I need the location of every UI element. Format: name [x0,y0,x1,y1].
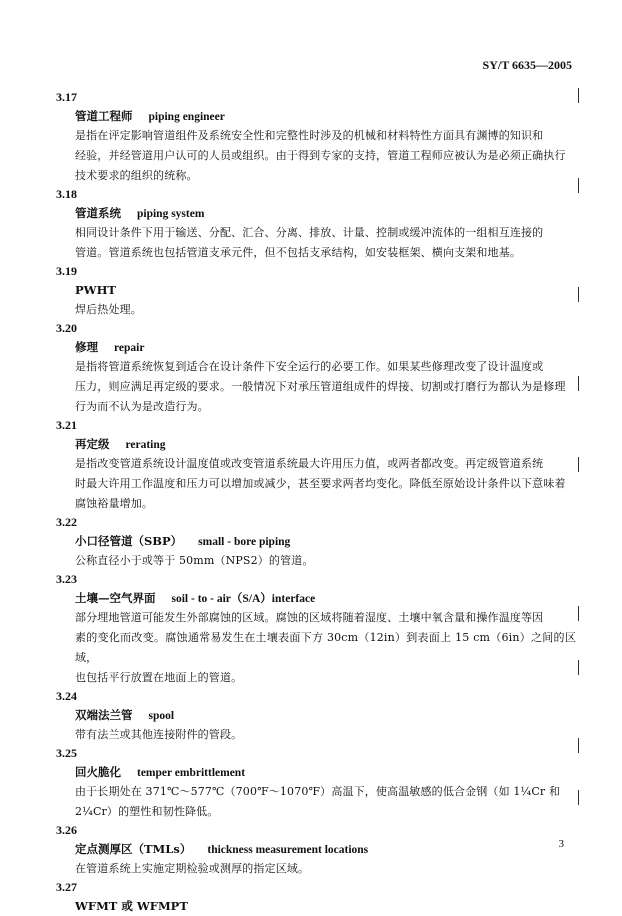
clause-number: 3.27 [56,880,77,894]
clause-number: 3.23 [56,572,77,586]
definition-line: 由于长期处在 371℃～577℃（700℉～1070℉）高温下，使高温敏感的低合金钢（如 1¼Cr 和 [75,785,561,798]
definition-entry-3-18 [56,186,576,263]
definition-text [75,126,576,186]
term-english: rerating [125,439,166,451]
clause-number: 3.25 [56,746,77,760]
term-chinese: 管道系统 [75,206,121,220]
definition-line: 也包括平行放置在地面上的管道。 [75,671,243,684]
definition-line: 行为而不认为是改造行为。 [75,400,209,413]
term-english: repair [114,342,145,354]
term-chinese: 再定级 [75,437,110,451]
definition-entry-3-20 [56,320,576,417]
definition-line: 是指将管道系统恢复到适合在设计条件下安全运行的必要工作。如果某些修理改变了设计温度或 [75,360,544,373]
definition-text [75,608,576,688]
clause-number: 3.20 [56,321,77,335]
term-chinese: 土壤—空气界面 [75,591,156,605]
margin-change-bar [578,738,579,753]
definition-text [75,859,576,879]
definition-line: 经验，并经管道用户认可的人员或组织。由于得到专家的支持，管道工程师应被认为是必须正确执行 [75,149,566,162]
term-english: thickness measurement locations [207,844,369,856]
term-heading [75,280,576,300]
term-chinese: WFMT 或 WFMPT [75,899,188,913]
term-chinese: 定点测厚区（TMLs） [75,842,192,856]
definition-line: 技术要求的组织的统称。 [75,169,198,182]
term-chinese: 修理 [75,340,98,354]
definitions-list [56,89,576,916]
term-english: piping system [137,208,205,220]
term-heading [75,203,576,223]
clause-number: 3.17 [56,90,77,104]
margin-change-bar [578,790,579,805]
definition-line: 焊后热处理。 [75,303,142,316]
term-heading [75,337,576,357]
definition-line: 时最大许用工作温度和压力可以增加或减少，甚至要求两者均变化。降低至原始设计条件以下意味着 [75,477,566,490]
term-chinese: 回火脆化 [75,765,121,779]
definition-entry-3-26 [56,822,576,879]
term-heading [75,588,576,608]
term-heading [75,839,576,859]
margin-change-bar [578,287,579,302]
definition-entry-3-19 [56,263,576,320]
term-english: spool [148,710,175,722]
term-heading [75,531,576,551]
definition-entry-3-25 [56,745,576,822]
definition-text [75,551,576,571]
page-number: 3 [558,838,564,850]
definition-entry-3-23 [56,571,576,688]
clause-number: 3.19 [56,264,77,278]
definition-line: 管道。管道系统也包括管道支承元件，但不包括支承结构，如安装框架、横向支架和地基。 [75,246,521,259]
margin-change-bar [578,376,579,391]
definition-line: 带有法兰或其他连接附件的管段。 [75,728,243,741]
definition-line: 在管道系统上实施定期检验或测厚的指定区域。 [75,862,310,875]
definition-line: 2¼Cr）的塑性和韧性降低。 [75,805,219,818]
definition-entry-3-27 [56,879,576,916]
margin-change-bar [578,660,579,675]
term-heading [75,762,576,782]
definition-line: 腐蚀裕量增加。 [75,497,154,510]
definition-text [75,454,576,514]
definition-entry-3-22 [56,514,576,571]
definition-line: 是指改变管道系统设计温度值或改变管道系统最大许用压力值，或两者都改变。再定级管道系统 [75,457,544,470]
margin-change-bar [578,178,579,193]
clause-number: 3.18 [56,187,77,201]
definition-entry-3-21 [56,417,576,514]
term-heading [75,106,576,126]
term-chinese: 小口径管道（SBP） [75,534,183,548]
margin-change-bar [578,88,579,103]
definition-line: 相同设计条件下用于输送、分配、汇合、分离、排放、计量、控制或缓冲流体的一组相互连接的 [75,226,544,239]
term-heading [75,896,576,916]
definition-text [75,357,576,417]
definition-text [75,782,576,822]
term-english: piping engineer [148,111,225,123]
term-english: soil - to - air（S/A）interface [171,593,316,605]
clause-number: 3.24 [56,689,77,703]
definition-line: 压力，则应满足再定级的要求。一般情况下对承压管道组成件的焊接、切割或打磨行为都认为是修理 [75,380,566,393]
document-code: SY/T 6635—2005 [482,58,572,72]
definition-line: 公称直径小于或等于 50mm（NPS2）的管道。 [75,554,314,567]
definition-line: 素的变化而改变。腐蚀通常易发生在土壤表面下方 30cm（12in）到表面上 15 cm（6in）之间的区域， [75,631,576,664]
definition-line: 部分埋地管道可能发生外部腐蚀的区域。腐蚀的区域将随着湿度、土壤中氧含量和操作温度等因 [75,611,544,624]
term-english: small - bore piping [198,536,291,548]
definition-text [75,223,576,263]
term-heading [75,705,576,725]
definition-entry-3-24 [56,688,576,745]
term-heading [75,434,576,454]
margin-change-bar [578,457,579,472]
definition-text [75,300,576,320]
term-chinese: PWHT [75,283,116,297]
definition-entry-3-17 [56,89,576,186]
clause-number: 3.21 [56,418,77,432]
term-chinese: 管道工程师 [75,109,133,123]
definition-text [75,725,576,745]
definition-line: 是指在评定影响管道组件及系统安全性和完整性时涉及的机械和材料特性方面具有渊博的知识和 [75,129,544,142]
term-chinese: 双端法兰管 [75,708,133,722]
clause-number: 3.22 [56,515,77,529]
term-english: temper embrittlement [137,767,246,779]
clause-number: 3.26 [56,823,77,837]
margin-change-bar [578,606,579,621]
